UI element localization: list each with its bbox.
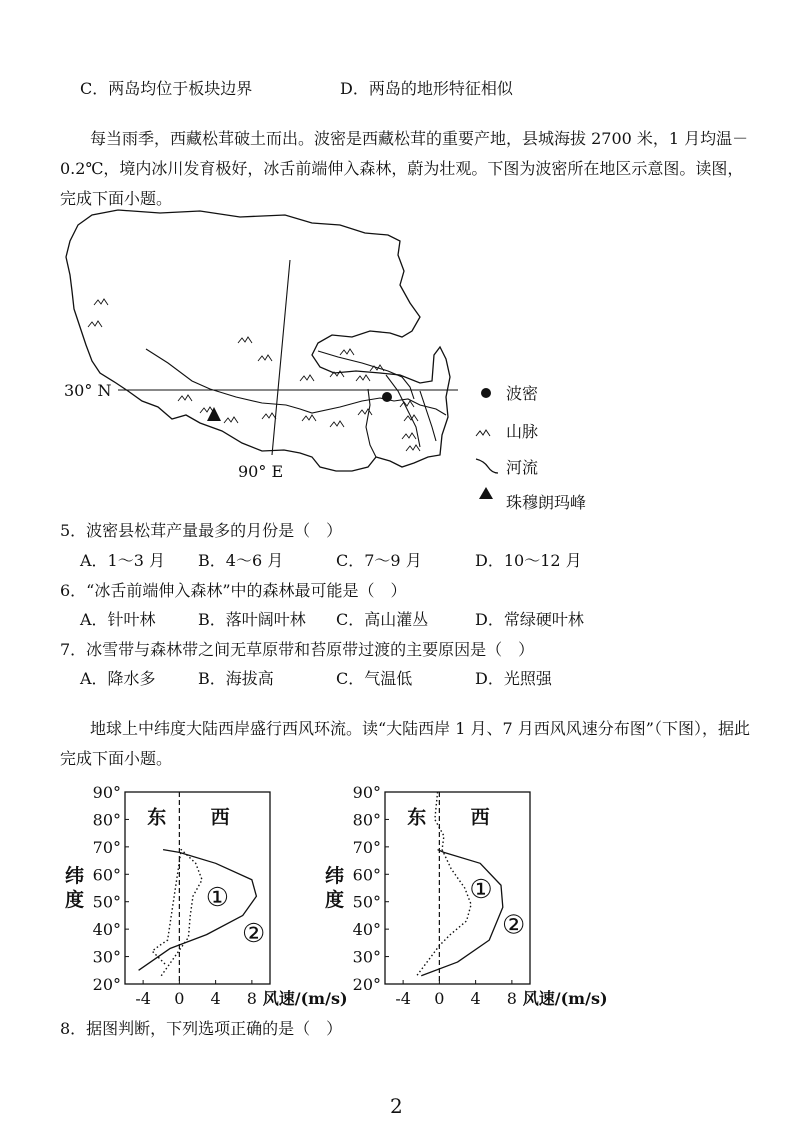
x-tick-label: 0 <box>174 989 185 1008</box>
q5-option-d: D．10～12 月 <box>475 551 582 570</box>
y-tick-label: 40° <box>92 920 121 940</box>
y-tick-label: 40° <box>352 920 381 940</box>
series-label-1: ① <box>469 875 493 905</box>
legend-mountain-label: 山脉 <box>506 422 539 441</box>
series-line-2 <box>421 850 503 976</box>
bomi-marker <box>382 392 392 402</box>
series-label-1: ① <box>205 883 230 914</box>
y-tick-label: 50° <box>352 892 381 912</box>
q6-option-a: A．针叶林 <box>80 610 156 629</box>
y-tick-label: 30° <box>352 947 381 967</box>
y-axis-label: 度 <box>65 889 85 911</box>
x-tick-label: 4 <box>470 989 481 1008</box>
x-tick-label: -4 <box>135 989 151 1008</box>
longitude-90e-line <box>272 260 290 455</box>
x-tick-label: 8 <box>246 989 257 1008</box>
tibet-outline <box>66 210 450 471</box>
y-tick-label: 60° <box>352 865 381 885</box>
y-axis-label: 纬 <box>65 865 85 887</box>
legend-river-icon <box>476 459 498 473</box>
x-axis-label: 风速/(m/s) <box>522 989 608 1008</box>
wind-chart-left <box>60 780 350 1020</box>
y-tick-label: 30° <box>92 947 121 967</box>
legend-mountain-icon <box>476 430 490 436</box>
q6-option-d: D．常绿硬叶林 <box>475 610 584 629</box>
y-tick-label: 50° <box>92 892 121 912</box>
tibet-map <box>0 205 794 512</box>
intro-paragraph-2: 地球上中纬度大陆西岸盛行西风环流。读“大陆西岸 1 月、7 月西风风速分布图”（下图），据此完成下面小题。 <box>60 719 750 768</box>
y-tick-label: 90° <box>352 783 381 802</box>
x-tick-label: 0 <box>434 989 445 1008</box>
series-label-2: ② <box>502 910 526 941</box>
region-label-west: 西 <box>470 806 490 829</box>
wind-chart-right <box>320 780 610 1020</box>
x-tick-label: 8 <box>506 989 517 1008</box>
q6-stem: 6．“冰舌前端伸入森林”中的森林最可能是（ ） <box>60 581 407 600</box>
q7-stem: 7．冰雪带与森林带之间无草原带和苔原带过渡的主要原因是（ ） <box>60 640 535 659</box>
q7-option-a: A．降水多 <box>80 669 156 688</box>
q6-option-b: B．落叶阔叶林 <box>198 610 306 629</box>
y-tick-label: 20° <box>92 975 121 994</box>
region-label-east: 东 <box>147 806 167 829</box>
page-number: 2 <box>390 1094 403 1118</box>
y-axis-label: 度 <box>325 889 345 911</box>
region-label-east: 东 <box>407 806 427 829</box>
q5-stem: 5．波密县松茸产量最多的月份是（ ） <box>60 521 343 540</box>
y-tick-label: 70° <box>352 837 381 857</box>
y-tick-label: 80° <box>92 810 121 830</box>
x-tick-label: -4 <box>395 989 411 1008</box>
q7-option-d: D．光照强 <box>475 669 552 688</box>
q5-option-b: B．4～6 月 <box>198 551 284 570</box>
legend-river-label: 河流 <box>506 458 539 477</box>
y-tick-label: 70° <box>92 837 121 857</box>
y-tick-label: 20° <box>352 975 381 994</box>
y-tick-label: 80° <box>352 810 381 830</box>
y-axis-label: 纬 <box>325 865 345 887</box>
river-east-2 <box>420 391 436 441</box>
q5-option-c: C．7～9 月 <box>336 551 422 570</box>
x-axis-label: 风速/(m/s) <box>262 989 348 1008</box>
intro-paragraph-1: 每当雨季，西藏松茸破土而出。波密是西藏松茸的重要产地，县城海拔 2700 米，1 月均温－0.2℃，境内冰川发育极好，冰舌前端伸入森林，蔚为壮观。下图为波密所在地区示意图。读图，完成下面小题。 <box>60 129 749 208</box>
option-c-prev: C．两岛均位于板块边界 <box>80 79 253 98</box>
y-tick-label: 90° <box>92 783 121 802</box>
q5-option-a: A．1～3 月 <box>80 551 166 570</box>
series-line-1 <box>152 850 202 976</box>
series-label-2: ② <box>242 918 266 949</box>
x-tick-label: 4 <box>210 989 221 1008</box>
y-tick-label: 60° <box>92 865 121 885</box>
legend-everest-label: 珠穆朗玛峰 <box>506 493 587 512</box>
q6-option-c: C．高山灌丛 <box>336 610 429 629</box>
region-label-west: 西 <box>210 806 230 829</box>
legend-everest-icon <box>479 487 493 499</box>
legend-bomi-label: 波密 <box>506 384 539 403</box>
river-east-3 <box>386 375 420 447</box>
q8-stem: 8．据图判断，下列选项正确的是（ ） <box>60 1019 343 1038</box>
legend-bomi-icon <box>481 388 491 398</box>
latitude-label: 30° N <box>64 381 112 400</box>
q7-option-b: B．海拔高 <box>198 669 274 688</box>
longitude-label: 90° E <box>238 462 284 481</box>
option-d-prev: D．两岛的地形特征相似 <box>340 79 513 98</box>
q7-option-c: C．气温低 <box>336 669 413 688</box>
